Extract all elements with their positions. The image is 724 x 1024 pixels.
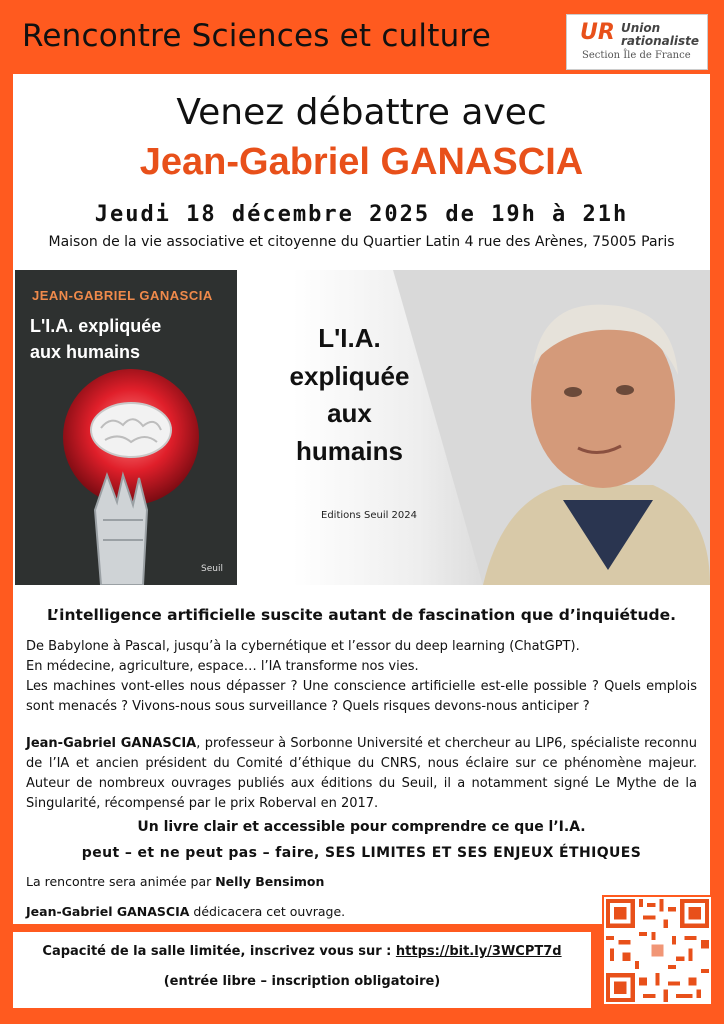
logo-line2: rationaliste	[621, 34, 699, 48]
cta-line2: peut – et ne peut pas – faire, SES LIMITES ET SES ENJEUX ÉTHIQUES	[81, 845, 642, 861]
intro-line3: Les machines vont-elles nous dépasser ? Une conscience artificielle est-elle possible ? Quels emplois sont menacés ? Vivons-nous sous surveillance ? Quels risques devons-nous anticiper ?	[26, 679, 697, 714]
intro-heading: Venez débattre avec	[176, 92, 547, 133]
event-venue: Maison de la vie associative et citoyenne du Quartier Latin 4 rue des Arènes, 75005 Paris	[48, 234, 675, 250]
book-cover-author: JEAN-GABRIEL GANASCIA	[32, 288, 213, 303]
main-panel	[13, 74, 710, 924]
intro-line2: En médecine, agriculture, espace… l’IA transforme nos vies.	[26, 659, 419, 674]
book-cover	[15, 270, 237, 585]
registration-line2: (entrée libre – inscription obligatoire)	[163, 974, 441, 989]
bio-paragraph	[26, 734, 697, 814]
union-rationaliste-logo	[566, 14, 708, 70]
qr-code[interactable]	[602, 895, 713, 1006]
intro-line1: De Babylone à Pascal, jusqu’à la cybernétique et l’essor du deep learning (ChatGPT).	[26, 639, 580, 654]
speaker-name: Jean-Gabriel GANASCIA	[139, 141, 584, 183]
bio-name: Jean-Gabriel GANASCIA	[26, 736, 197, 751]
book-cover-title-line1: L'I.A. expliquée	[30, 316, 162, 336]
logo-mark: UR	[580, 20, 615, 45]
visual-banner	[15, 270, 710, 585]
signing-text: dédicacera cet ouvrage.	[189, 904, 346, 919]
bio-text: , professeur à Sorbonne Université et chercheur au LIP6, spécialiste reconnu de l’IA et ancien président du Comité d’éthique du CNRS, nous éclaire sur ce phénomène majeur. Auteur de nombreux ouvrages publiés aux éditions du Seuil, il a notamment signé Le Mythe de la Singularité, récompensé par le prix Roberval en 2017.	[26, 736, 697, 811]
registration-box	[13, 932, 591, 1008]
speaker-portrait	[393, 270, 710, 585]
event-date: Jeudi 18 décembre 2025 de 19h à 21h	[94, 202, 629, 227]
moderator-prefix: La rencontre sera animée par	[26, 874, 216, 889]
book-cover-title-line2: aux humains	[30, 342, 141, 362]
registration-link[interactable]: https://bit.ly/3WCPT7d	[395, 944, 562, 959]
book-title-line3: aux	[327, 398, 372, 429]
cta-line1: Un livre clair et accessible pour comprendre ce que l’I.A.	[137, 819, 586, 835]
moderator-line	[26, 874, 324, 889]
book-title-line4: humains	[296, 436, 403, 467]
book-title-line1: L'I.A.	[318, 323, 381, 353]
header-title: Rencontre Sciences et culture	[22, 18, 491, 54]
registration-prefix: Capacité de la salle limitée, inscrivez vous sur :	[42, 944, 396, 959]
registration-line1	[13, 944, 591, 959]
moderator-name: Nelly Bensimon	[215, 874, 325, 889]
book-edition: Editions Seuil 2024	[321, 510, 418, 521]
logo-line1: Union	[621, 21, 661, 35]
logo-section: Section Île de France	[582, 50, 691, 61]
signing-line	[26, 904, 345, 919]
intro-paragraph	[26, 637, 697, 717]
qr-code-pattern	[606, 899, 709, 1002]
book-title-line2: expliquée	[289, 360, 410, 391]
signing-name: Jean-Gabriel GANASCIA	[26, 904, 190, 919]
body-headline: L’intelligence artificielle suscite autant de fascination que d’inquiétude.	[46, 606, 676, 624]
book-cover-publisher: Seuil	[201, 564, 223, 574]
